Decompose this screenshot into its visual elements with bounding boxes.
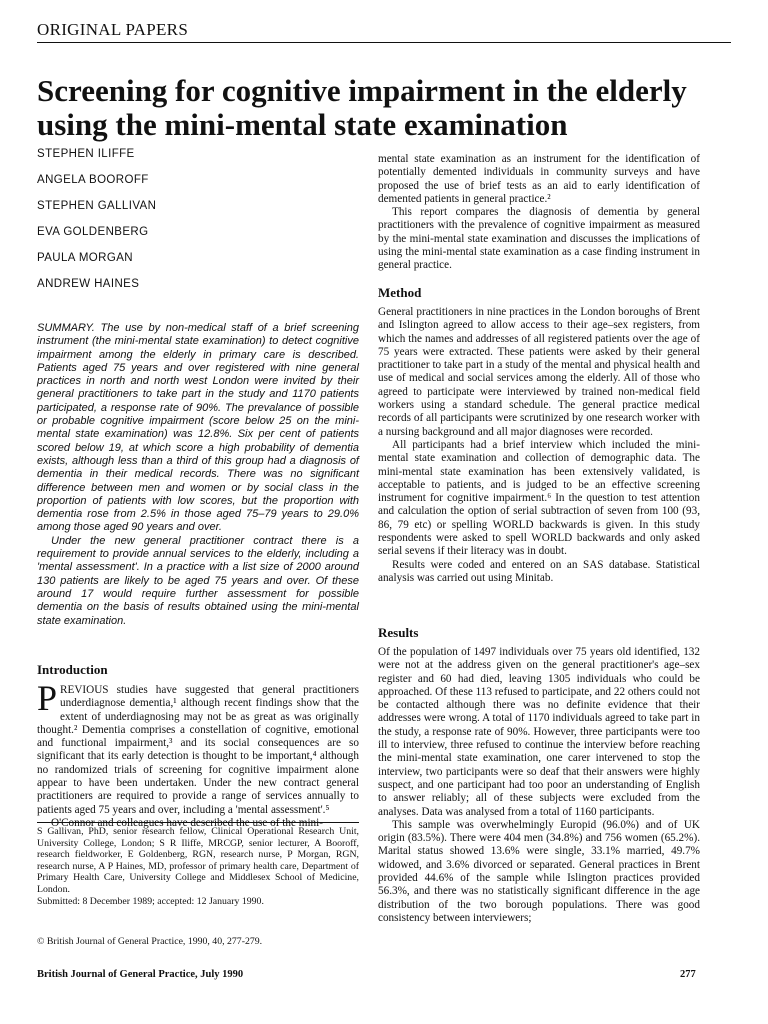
author-name: STEPHEN ILIFFE (37, 148, 135, 160)
author-affiliations (37, 826, 359, 907)
intro-continuation (378, 153, 700, 273)
method-paragraph: General practitioners in nine practices in the London boroughs of Brent and Islington agreed to allow access to their age–sex registers, from which the names and addresses of all registered patients over the age of 75 years were extracted. These patients were asked by their general practitioner to take part in a study of the mental and physical health and use of medical and social services among the elderly. All of those who agreed to participate were interviewed by trained non-medical field workers using a standard schedule. The general practice medical records of all participants were scrutinized by one research worker with a nursing background and all major diagnoses were recorded. (378, 306, 700, 438)
author-name: ANDREW HAINES (37, 278, 140, 290)
method-section (378, 285, 700, 585)
affiliations-text: S Gallivan, PhD, senior research fellow, Clinical Operational Research Unit, University College, London; S R Iliffe, MRCGP, senior lecturer, A Booroff, research fieldworker, E Goldenberg, RGN, research nurse, P Morgan, RGN, research nurse, A P Haines, MD, professor of primary health care, Department of Primary Health Care, University College and Middlesex School of Medicine, London. (37, 826, 359, 895)
summary (37, 322, 359, 628)
submission-dates: Submitted: 8 December 1989; accepted: 12 January 1990. (37, 895, 264, 907)
copyright-line: © British Journal of General Practice, 1990, 40, 277-279. (37, 936, 263, 947)
header-rule (37, 42, 731, 43)
author-name: PAULA MORGAN (37, 252, 133, 264)
introduction-section (37, 662, 359, 830)
results-body (378, 646, 700, 925)
author-name: ANGELA BOOROFF (37, 174, 149, 186)
introduction-heading: Introduction (37, 662, 108, 677)
method-body (378, 306, 700, 585)
article-title: Screening for cognitive impairment in the elderly using the mini-mental state examination (37, 73, 687, 142)
method-heading: Method (378, 285, 422, 300)
journal-footer: British Journal of General Practice, July 1990 (37, 969, 244, 980)
introduction-body (37, 678, 359, 830)
introduction-text: REVIOUS studies have suggested that general practitioners underdiagnose dementia,¹ although recent findings show that the extent of underdiagnosing may not be as great as was originally thought.² Dementia comprises a constellation of cognitive, emotional and functional impairment,³ and its social consequences are so significant that its early detection is thought to be important,⁴ although no randomized trials of screening for cognitive impairment alone appear to have been undertaken. Under the new contract general practitioners are required to provide a range of services annually to patients aged 75 years and over, including a 'mental assessment'.⁵ (37, 684, 359, 816)
method-paragraph: All participants had a brief interview which included the mini-mental state examination and collection of demographic data. The mini-mental state examination has been extensively validated, is acceptable to patients, and is judged to be an effective screening instrument for cognitive impairment.⁶ In the question to test attention and calculation the option of serial subtraction of seven from 100 (93, 86, 79 etc) or spelling WORLD backwards is given. In this study respondents were asked to spell WORLD backwards and only asked serial sevens if their literacy was in doubt. (378, 438, 700, 558)
results-paragraph: This sample was overwhelmingly Europid (96.0%) and of UK origin (83.5%). There were 404 men (34.8%) and 756 women (65.2%). Marital status showed 13.6% were single, 33.1% married, 49.7% widowed, and 3.6% divorced or separated. General practices in Brent provided 44.6% of the sample while Islington practices provided 56.3%, and there was no statistically significant difference in the age distribution of the two borough populations. There was good consistency between interviewers; (378, 818, 700, 924)
author-list (37, 148, 156, 304)
summary-paragraph: SUMMARY. The use by non-medical staff of a brief screening instrument (the mini-mental state examination) to detect cognitive impairment among the elderly in primary care is described. Patients aged 75 years and over registered with nine general practices in north and north west London were invited by their general practitioners to take part in the study and 1170 patients participated, a response rate of 90%. The prevalance of possible or probable cognitive impairment (score below 25 on the mini-mental state examination) was 12.8%. Six per cent of patients scored below 19, at which score a high probability of dementia exists, although less than a third of this group had a diagnosis of dementia in their medical records. There was no significant difference between men and women or by social class in the proportion of patients with low scores, but the proportion with dementia rose from 2.5% in those aged 75–79 years to 29.0% among those aged 90 years and over. (37, 322, 359, 534)
results-section (378, 625, 700, 925)
author-name: STEPHEN GALLIVAN (37, 200, 157, 212)
author-name: EVA GOLDENBERG (37, 226, 149, 238)
method-paragraph: Results were coded and entered on an SAS database. Statistical analysis was carried out using Minitab. (378, 558, 700, 584)
section-label: ORIGINAL PAPERS (37, 20, 189, 39)
footnote-rule (37, 822, 359, 823)
results-paragraph: Of the population of 1497 individuals over 75 years old identified, 132 were not at the address given on the general practitioner's age–sex register and 60 had died, leaving 1305 individuals who could be approached. Of these 113 refused to participate, and 22 others could not be contacted although there was no definite evidence that their addresses were wrong. A total of 1170 individuals agreed to take part in the study, a response rate of 90%. However, three participants were too ill to interview, three refused to continue the interview before reaching the mini-mental state examination, one carer intervened to stop the interview, two participants were so deaf that their answers were highly suspect, and one participant had too poor an understanding of English to answer reliably; all of these subjects were excluded from the analyses. Data was analysed from a total of 1160 participants. (378, 646, 700, 818)
introduction-paragraph (37, 678, 359, 817)
drop-cap: P (37, 678, 58, 718)
page-number: 277 (680, 969, 696, 980)
results-heading: Results (378, 625, 419, 640)
summary-paragraph: Under the new general practitioner contract there is a requirement to provide annual services to the elderly, including a 'mental assessment'. In a practice with a list size of 2000 around 130 patients are likely to be aged 75 years and over. Of these around 17 would require further assessment for possible dementia on the basis of results obtained using the mini-mental state examination. (37, 534, 359, 627)
body-paragraph: mental state examination as an instrument for the identification of potentially demented individuals in community surveys and have proposed the use of brief tests as an aid to early identification of demented patients in general practice.² (378, 153, 700, 205)
body-paragraph: This report compares the diagnosis of dementia by general practitioners with the prevalence of cognitive impairment as measured by the mini-mental state examination and discusses the implications of using the mini-mental state examination as a case finding instrument in general practice. (378, 206, 700, 272)
